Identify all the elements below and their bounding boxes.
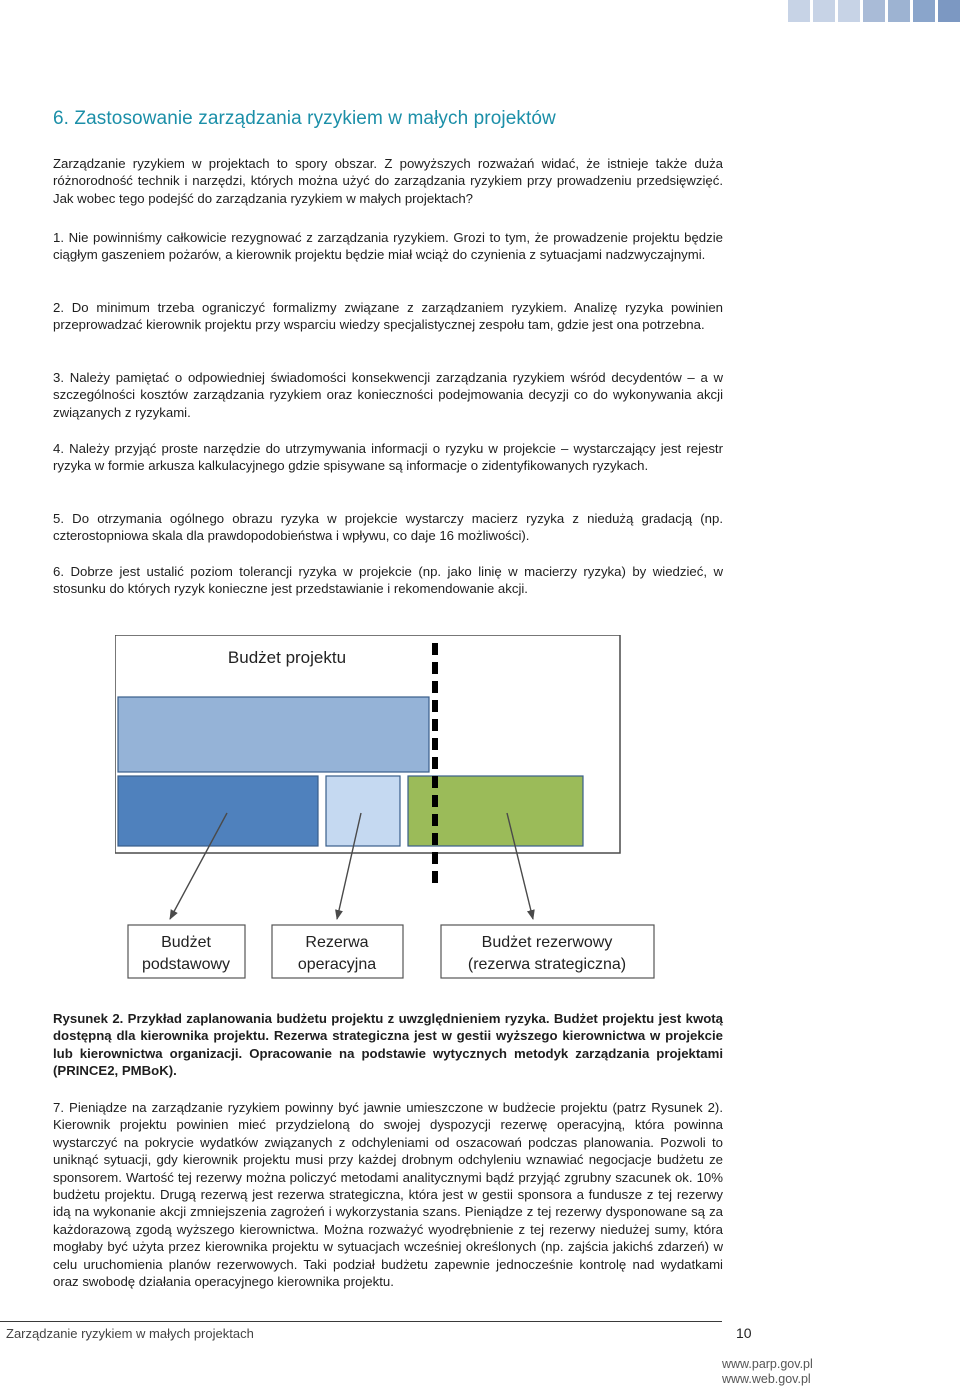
footer-divider bbox=[0, 1321, 722, 1322]
decor-square bbox=[938, 0, 960, 22]
point-5: 5. Do otrzymania ogólnego obrazu ryzyka w projekcie wystarczy macierz ryzyka z niedużą gradacją (np. czterostopniowa skala dla prawdopodobieństwa i wpływu, co daje 16 możliwości). bbox=[53, 511, 723, 544]
decor-square bbox=[863, 0, 885, 22]
point-4: 4. Należy przyjąć proste narzędzie do utrzymywania informacji o ryzyku w projekcie – wystarczający jest rejestr ryzyka w formie arkusza kalkulacyjnego gdzie spisywane są informacje o zidentyfikowanych ryzykach. bbox=[53, 441, 723, 474]
decor-square bbox=[888, 0, 910, 22]
strategic-reserve-label-line2: (rezerwa strategiczna) bbox=[467, 956, 627, 973]
base-budget-label-line1: Budżet bbox=[161, 934, 211, 951]
page-number: 10 bbox=[736, 1325, 752, 1341]
header-decoration bbox=[788, 0, 960, 22]
decor-square bbox=[913, 0, 935, 22]
operational-reserve-label-line1: Rezerwa bbox=[305, 934, 369, 951]
decor-square bbox=[813, 0, 835, 22]
project-budget-title: Budżet projektu bbox=[227, 648, 347, 667]
operational-reserve-label-line2: operacyjna bbox=[297, 956, 377, 973]
project-budget-bar bbox=[118, 697, 429, 772]
point-2: 2. Do minimum trzeba ograniczyć formalizmy związane z zarządzaniem ryzykiem. Analizę ryzyka powinien przeprowadzać kierownik projektu przy wsparciu wiedzy specjalistycznej zespołu tam, gdzie jest ona potrzebna. bbox=[53, 300, 723, 333]
point-7: 7. Pieniądze na zarządzanie ryzykiem powinny być jawnie umieszczone w budżecie projektu (patrz Rysunek 2). Kierownik projektu powinien mieć przydzieloną do swojej dyspozycji rezerwę operacyjną, która powinna wystarczyć na pokrycie wydatków związanych z odchyleniami od oszacowań podczas planowania. Pozwoli to uniknąć sytuacji, gdy kierownik projektu musi przy każdej drobnym odchyleniu wznawiać negocjacje budżetu ze sponsorem. Wartość tej rezerwy można policzyć metodami analitycznymi bądź przyjąć zgrubny szacunek ok. 10% budżetu projektu. Drugą rezerwą jest rezerwa strategiczna, która jest w gestii sponsora a fundusze z tej rezerwy idą na wykonanie akcji zmniejszenia zagrożeń i wykorzystania szans. Pieniądze z tej rezerwy dysponowane są za każdorazową zgodą wyższego kierownictwa. Można rozważyć wyodrębnienie z tej rezerwy niedużej sumy, która mogłaby być użyta przez kierownika projektu w sytuacjach wcześniej określonych (np. zajścia jakichś zdarzeń) w celu uruchomienia planów rezerwowych. Taki podział budżetu zapewnie jednocześnie kontrolę nad wydatkami oraz swobodę działania operacyjnego kierownika projektu. bbox=[53, 1100, 723, 1290]
intro-paragraph: Zarządzanie ryzykiem w projektach to spory obszar. Z powyższych rozważań widać, że istnieje także duża różnorodność technik i narzędzi, których można użyć do zarządzania ryzykiem przy prowadzeniu przedsięwzięć. Jak wobec tego podejść do zarządzania ryzykiem w małych projektach? bbox=[53, 156, 723, 206]
website-link[interactable]: www.parp.gov.pl bbox=[722, 1357, 813, 1371]
website-link[interactable]: www.web.gov.pl bbox=[722, 1372, 811, 1386]
point-3: 3. Należy pamiętać o odpowiedniej świadomości konsekwencji zarządzania ryzykiem wśród decydentów – a w szczególności kosztów zarządzania ryzykiem oraz konieczności podejmowania decyzji co do wykonywania akcji związanych z ryzykami. bbox=[53, 370, 723, 420]
point-1: 1. Nie powinniśmy całkowicie rezygnować z zarządzania ryzykiem. Grozi to tym, że prowadzenie projektu będzie ciągłym gaszeniem pożarów, a kierownik projektu będzie miał wciąż do czynienia z sytuacjami nadzwyczajnymi. bbox=[53, 230, 723, 263]
base-budget-label-line2: podstawowy bbox=[141, 956, 231, 973]
budget-figure bbox=[115, 635, 660, 980]
figure-caption: Rysunek 2. Przykład zaplanowania budżetu projektu z uwzględnieniem ryzyka. Budżet projektu jest kwotą dostępną dla kierownika projektu. Rezerwa strategiczna jest w gestii wyższego kierownictwa w projekcie lub kierownictwa organizacji. Opracowanie na podstawie wytycznych metodyk zarządzania projektami (PRINCE2, PMBoK). bbox=[53, 1011, 723, 1079]
strategic-reserve-label-line1: Budżet rezerwowy bbox=[481, 934, 613, 951]
operational-reserve-bar bbox=[326, 776, 400, 846]
section-heading: 6. Zastosowanie zarządzania ryzykiem w małych projektów bbox=[53, 108, 556, 129]
decor-square bbox=[838, 0, 860, 22]
decor-square bbox=[788, 0, 810, 22]
budget-diagram bbox=[115, 635, 660, 980]
point-6: 6. Dobrze jest ustalić poziom tolerancji ryzyka w projekcie (np. jako linię w macierzy ryzyka) by wiedzieć, w stosunku do których ryzyk konieczne jest przedstawianie i rekomendowanie akcji. bbox=[53, 564, 723, 597]
base-budget-bar bbox=[118, 776, 318, 846]
footer-title: Zarządzanie ryzykiem w małych projektach bbox=[6, 1326, 254, 1341]
